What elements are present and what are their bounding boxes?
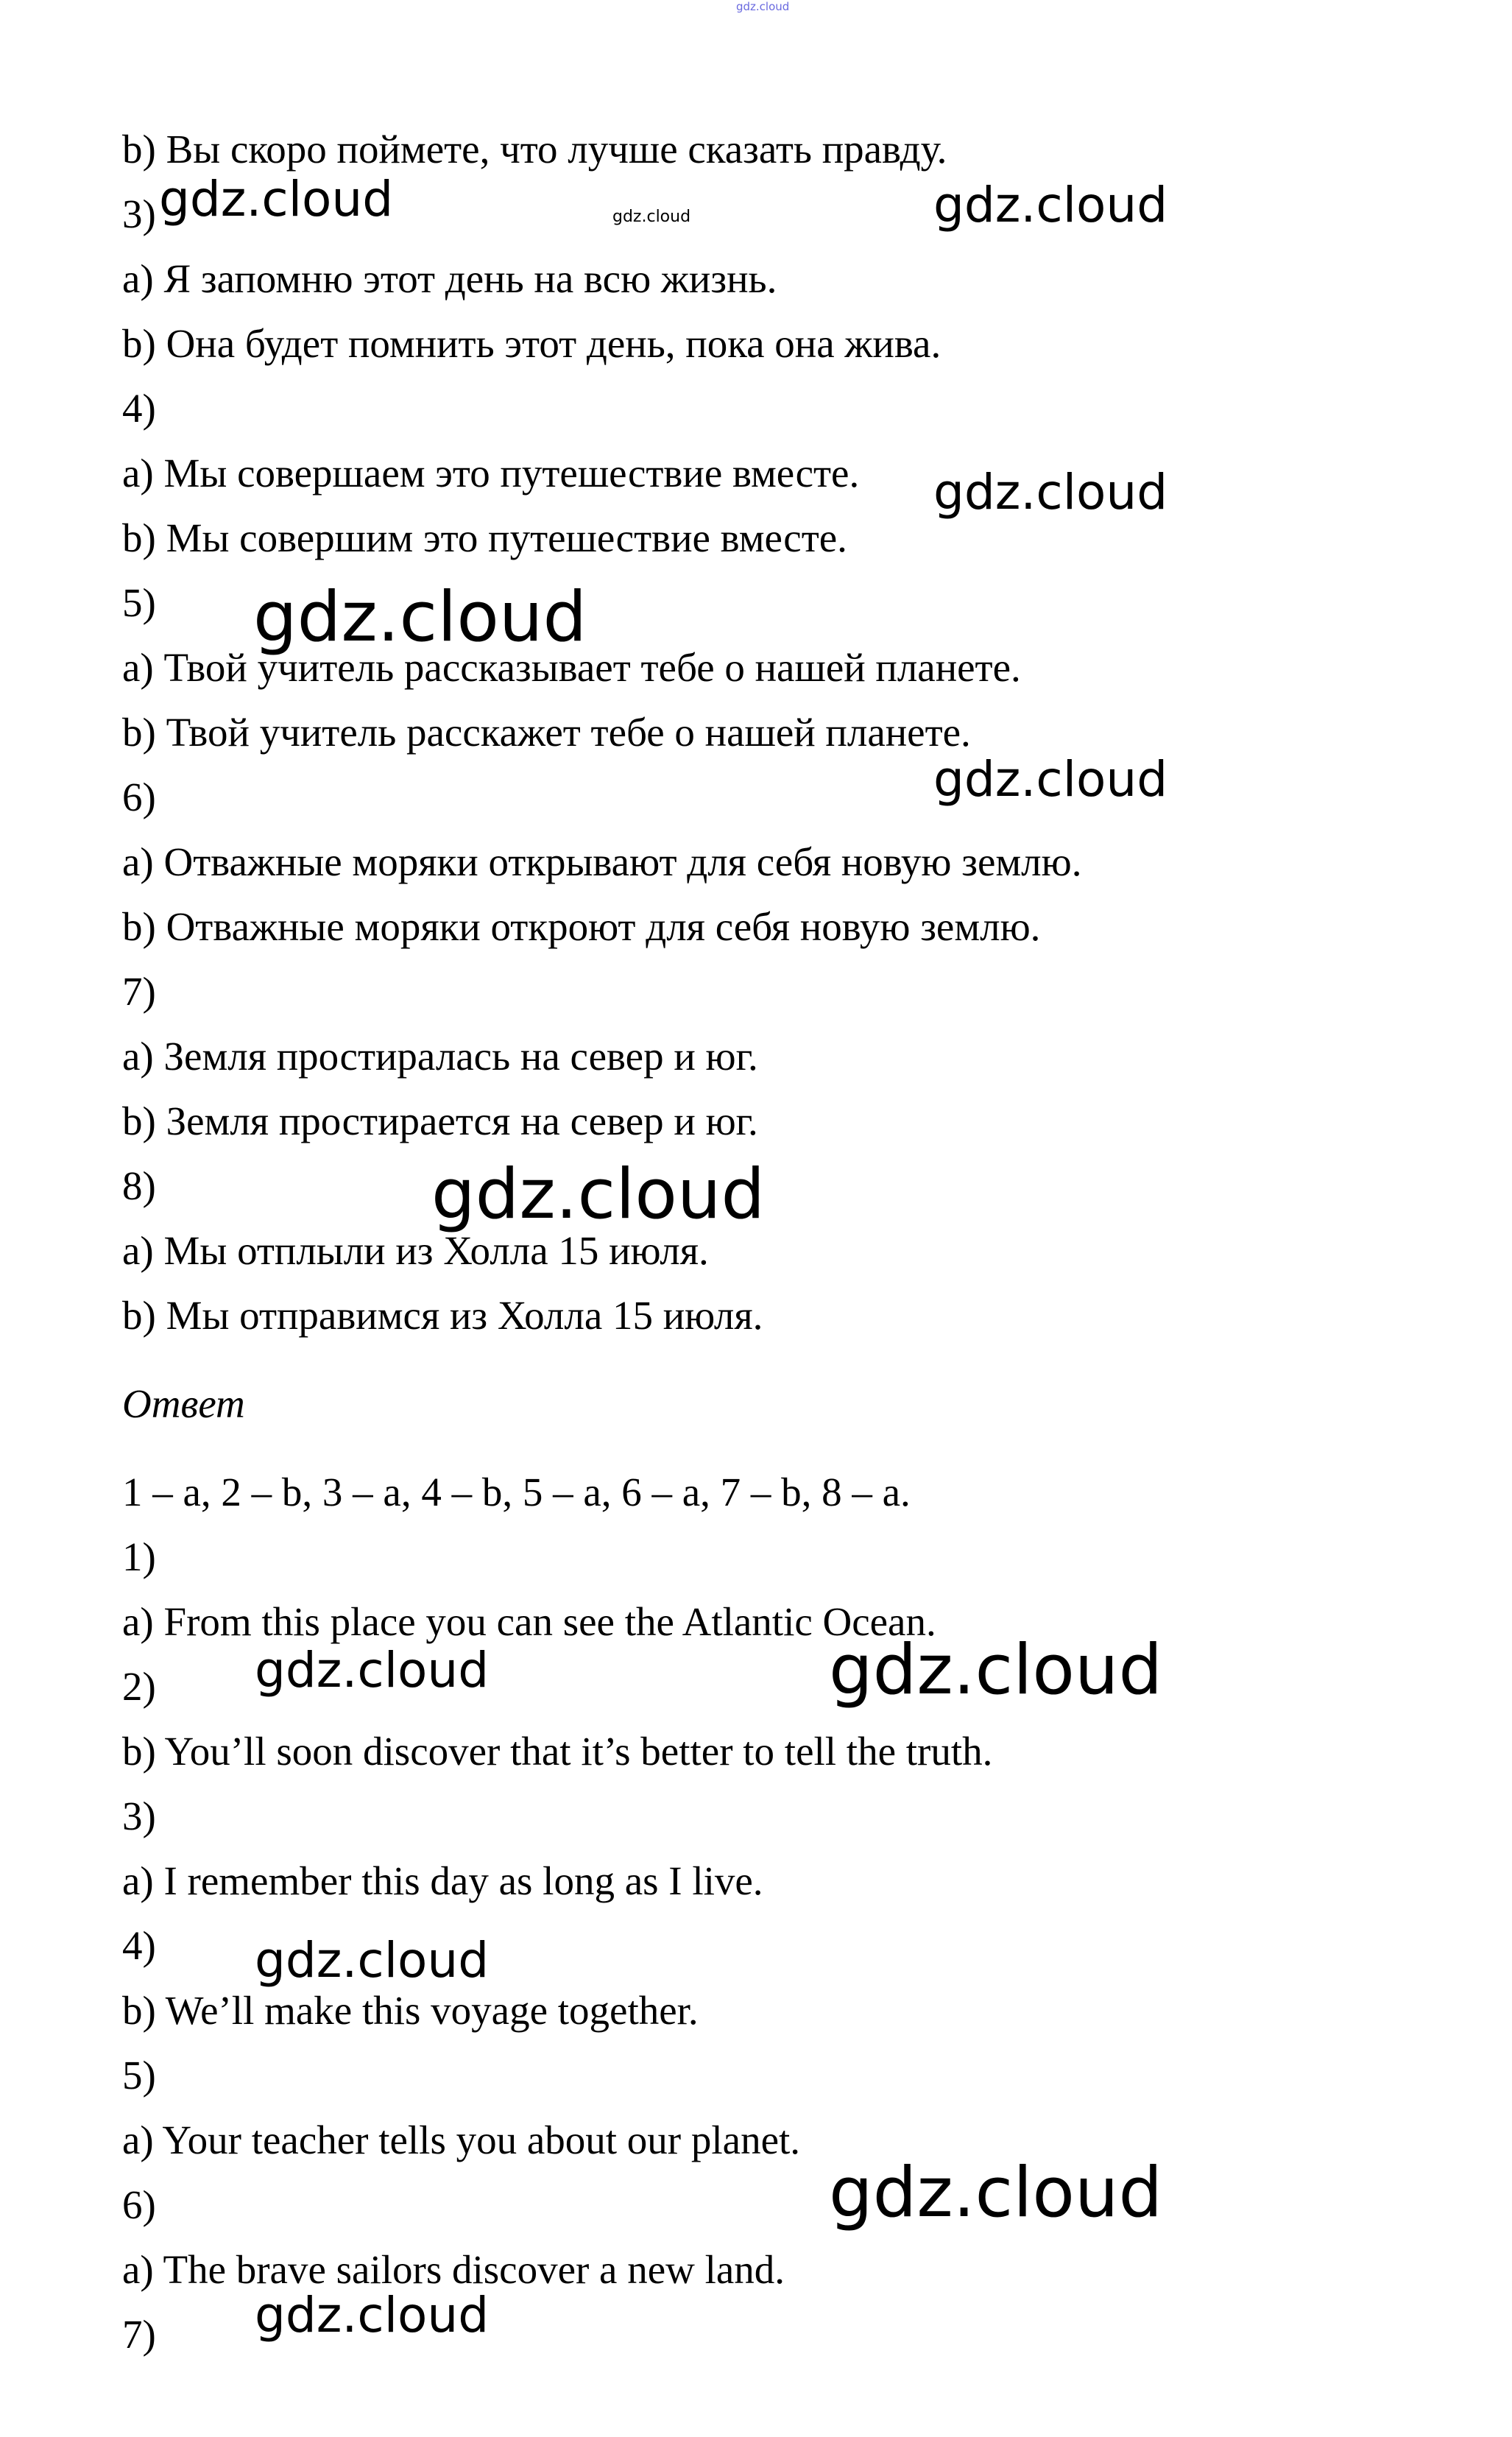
watermark-large: gdz.cloud — [829, 1630, 1163, 1710]
text-line-en-4b: b) We’ll make this voyage together. — [122, 1988, 699, 2033]
text-line-ru-4a: a) Мы совершаем это путешествие вместе. — [122, 451, 860, 495]
text-line-ru-3a: a) Я запомню этот день на всю жизнь. — [122, 256, 777, 301]
text-line-ru-4b: b) Мы совершим это путешествие вместе. — [122, 515, 847, 560]
text-line-num-4-en: 4) — [122, 1923, 156, 1968]
watermark: gdz.cloud — [255, 1642, 490, 1699]
text-line-en-3a: a) I remember this day as long as I live. — [122, 1858, 763, 1903]
text-line-num-3-en: 3) — [122, 1794, 156, 1838]
text-line-ru-5b: b) Твой учитель расскажет тебе о нашей планете. — [122, 710, 971, 755]
answer-key: 1 – a, 2 – b, 3 – a, 4 – b, 5 – a, 6 – a, 7 – b, 8 – a. — [122, 1470, 911, 1514]
answer-heading: Ответ — [122, 1381, 245, 1426]
watermark: gdz.cloud — [933, 751, 1168, 808]
text-line-num-3: 3) — [122, 191, 156, 236]
watermark: gdz.cloud — [255, 1932, 490, 1989]
watermark-large: gdz.cloud — [829, 2153, 1163, 2233]
text-line-en-1a: a) From this place you can see the Atlantic Ocean. — [122, 1599, 936, 1644]
text-line-ru-7a: a) Земля простиралась на север и юг. — [122, 1034, 758, 1079]
watermark: gdz.cloud — [255, 2287, 490, 2343]
text-line-en-2b: b) You’ll soon discover that it’s better to tell the truth. — [122, 1729, 993, 1774]
text-line-ru-7b: b) Земля простирается на север и юг. — [122, 1098, 758, 1143]
text-line-ru-6b: b) Отважные моряки откроют для себя новую землю. — [122, 904, 1041, 949]
text-line-num-6: 6) — [122, 775, 156, 819]
text-line-ru-2b: b) Вы скоро поймете, что лучше сказать правду. — [122, 127, 947, 172]
text-line-num-4: 4) — [122, 386, 156, 431]
watermark-large: gdz.cloud — [253, 577, 587, 657]
text-line-num-7-en: 7) — [122, 2312, 156, 2357]
watermark-tiny: gdz.cloud — [736, 0, 790, 13]
text-line-ru-3b: b) Она будет помнить этот день, пока она жива. — [122, 321, 942, 366]
text-line-num-8: 8) — [122, 1163, 156, 1208]
watermark: gdz.cloud — [933, 177, 1168, 233]
watermark-large: gdz.cloud — [431, 1154, 766, 1235]
text-line-num-1: 1) — [122, 1534, 156, 1579]
text-line-ru-8b: b) Мы отправимся из Холла 15 июля. — [122, 1293, 763, 1338]
watermark: gdz.cloud — [159, 171, 394, 228]
text-line-num-2: 2) — [122, 1664, 156, 1709]
text-line-en-5a: a) Your teacher tells you about our planet. — [122, 2117, 801, 2162]
watermark: gdz.cloud — [933, 464, 1168, 521]
text-line-num-6-en: 6) — [122, 2182, 156, 2227]
text-line-num-7: 7) — [122, 969, 156, 1014]
text-line-ru-6a: a) Отважные моряки открывают для себя новую землю. — [122, 839, 1082, 884]
text-line-ru-5a: a) Твой учитель рассказывает тебе о нашей планете. — [122, 645, 1021, 690]
text-line-en-6a: a) The brave sailors discover a new land. — [122, 2247, 785, 2292]
text-line-num-5-en: 5) — [122, 2053, 156, 2098]
text-line-ru-8a: a) Мы отплыли из Холла 15 июля. — [122, 1228, 709, 1273]
text-line-num-5: 5) — [122, 580, 156, 625]
watermark-small: gdz.cloud — [612, 208, 691, 226]
